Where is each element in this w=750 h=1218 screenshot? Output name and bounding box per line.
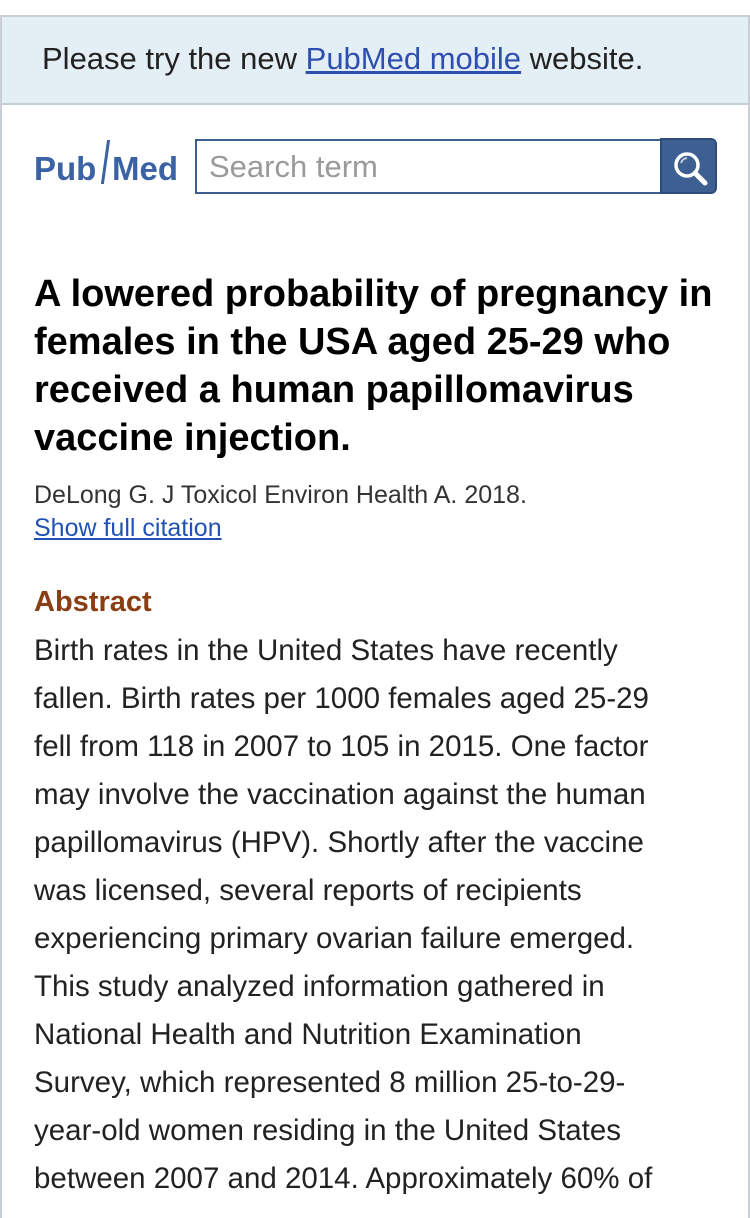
banner-suffix: website. [521,41,644,76]
abstract-line: papillomavirus (HPV). Shortly after the vaccine [34,826,644,859]
abstract-line: may involve the vaccination against the human [34,778,646,811]
abstract-line: This study analyzed information gathered in [34,970,605,1003]
abstract-line: between 2007 and 2014. Approximately 60% of [34,1162,653,1195]
search-button[interactable] [660,138,717,194]
abstract-line: year-old women residing in the United States [34,1114,622,1147]
article-citation: DeLong G. J Toxicol Environ Health A. 2018. [34,481,527,509]
abstract-line: was licensed, several reports of recipients [34,874,582,907]
abstract-text [34,627,724,1203]
banner-prefix: Please try the new [42,41,306,76]
article-title: A lowered probability of pregnancy in females in the USA aged 25-29 who received a human papillomavirus vaccine injection. [34,273,713,459]
search-input[interactable] [195,139,663,194]
abstract-line: Birth rates in the United States have recently [34,634,618,667]
abstract-line: experiencing primary ovarian failure emerged. [34,922,635,955]
logo-med: Med [112,150,178,187]
logo-mark [101,140,110,184]
abstract-line: fallen. Birth rates per 1000 females aged 25-29 [34,682,649,715]
logo-pub: Pub [34,150,97,187]
show-full-citation-link[interactable]: Show full citation [34,514,222,542]
abstract-line: Survey, which represented 8 million 25-to-29- [34,1066,626,1099]
magnifier-icon [671,149,709,187]
pubmed-logo[interactable] [34,140,184,198]
pubmed-mobile-link[interactable]: PubMed mobile [305,41,522,76]
abstract-heading: Abstract [34,586,152,618]
mobile-site-banner [2,17,748,105]
abstract-line: fell from 118 in 2007 to 105 in 2015. One factor [34,730,649,763]
abstract-line: National Health and Nutrition Examination [34,1018,582,1051]
